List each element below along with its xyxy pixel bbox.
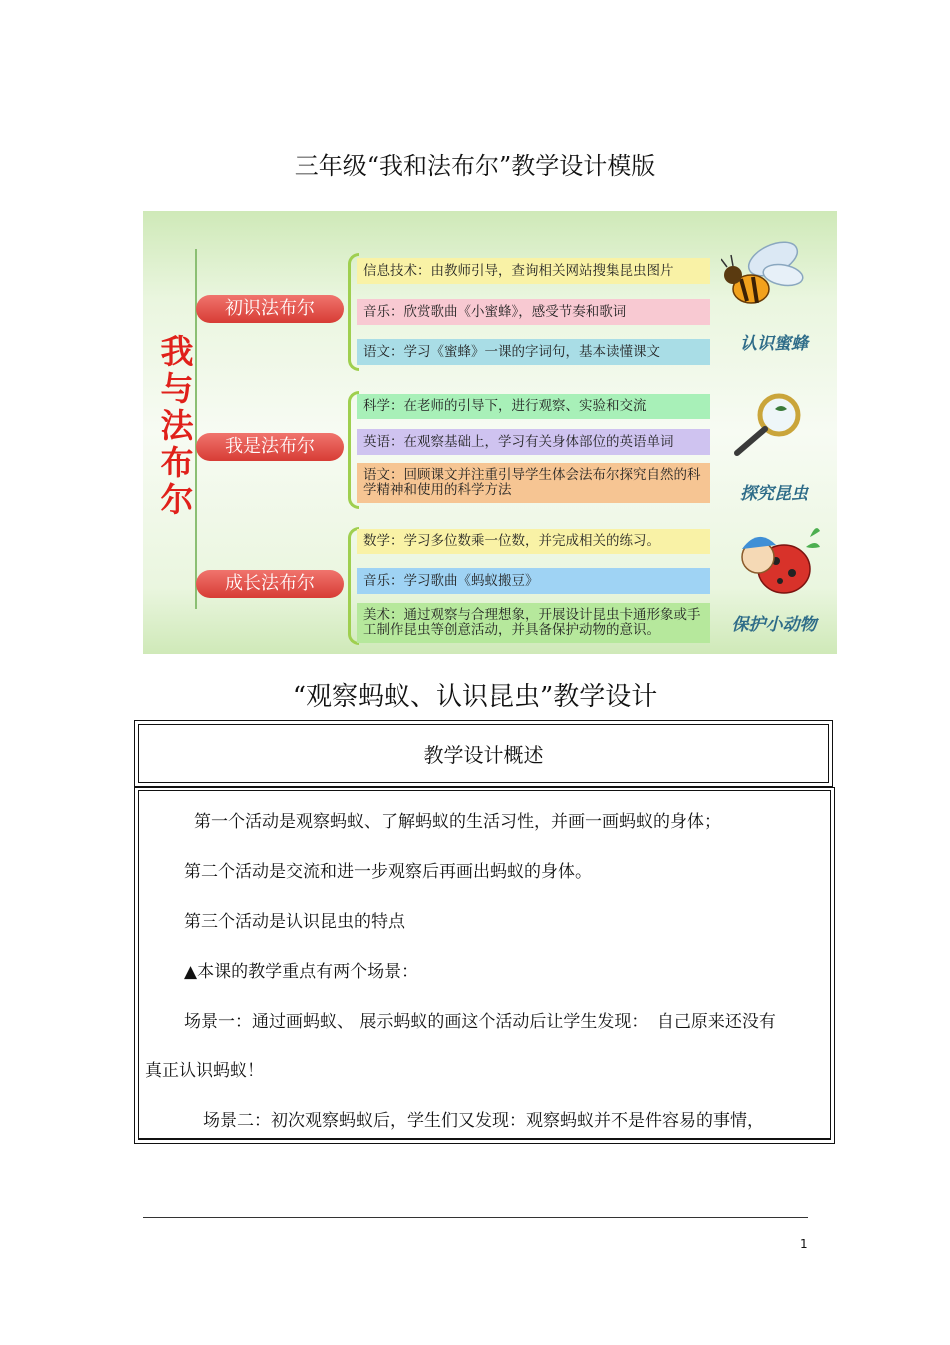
document-title: 三年级“我和法布尔”教学设计模版 xyxy=(294,152,656,180)
side-label-1: 认识蜜蜂 xyxy=(740,334,808,354)
bar-3-1: 数学：学习多位数乘一位数，并完成相关的练习。 xyxy=(357,529,710,554)
body-line-1: 第一个活动是观察蚂蚁、了解蚂蚁的生活习性，并画一画蚂蚁的身体； xyxy=(194,812,721,832)
table-body-inner xyxy=(138,790,831,1140)
body-line-3: 第三个活动是认识昆虫的特点 xyxy=(184,912,405,932)
bar-1-1: 信息技术：由教师引导，查询相关网站搜集昆虫图片 xyxy=(357,258,710,284)
body-line-5: 场景一：通过画蚂蚁、 展示蚂蚁的画这个活动后让学生发现： 自己原来还没有 xyxy=(184,1012,776,1032)
body-line-4: ▲本课的教学重点有两个场景： xyxy=(184,962,419,982)
pill-group-3: 成长法布尔 xyxy=(196,570,344,598)
bar-2-3: 语文：回顾课文并注重引导学生体会法布尔探究自然的科学精神和使用的科学方法 xyxy=(357,463,710,503)
bar-3-2: 音乐：学习歌曲《蚂蚁搬豆》 xyxy=(357,568,710,594)
body-line-6: 真正认识蚂蚁！ xyxy=(145,1061,264,1081)
section-title: “观察蚂蚁、认识昆虫”教学设计 xyxy=(292,682,658,712)
side-label-3: 保护小动物 xyxy=(731,615,817,635)
bar-1-3: 语文：学习《蜜蜂》一课的字词句，基本读懂课文 xyxy=(357,339,710,365)
body-line-7: 场景二：初次观察蚂蚁后，学生们又发现：观察蚂蚁并不是件容易的事情， xyxy=(203,1111,764,1131)
pill-group-2: 我是法布尔 xyxy=(196,433,344,461)
curriculum-banner xyxy=(143,211,837,654)
bar-2-1: 科学：在老师的引导下，进行观察、实验和交流 xyxy=(357,394,710,419)
bar-1-2: 音乐：欣赏歌曲《小蜜蜂》，感受节奏和歌词 xyxy=(357,299,710,325)
table-body-cell xyxy=(134,787,835,1144)
side-label-2: 探究昆虫 xyxy=(740,484,808,504)
magnifier-icon xyxy=(731,391,811,457)
ladybug-cartoon-icon xyxy=(726,517,826,601)
footer-rule xyxy=(143,1217,808,1218)
bar-2-2: 英语：在观察基础上，学习有关身体部位的英语单词 xyxy=(357,429,710,455)
banner-vertical-title: 我与法布尔 xyxy=(160,332,194,519)
table-header-text: 教学设计概述 xyxy=(138,724,829,783)
bee-icon xyxy=(721,237,811,317)
page-number: 1 xyxy=(800,1237,808,1251)
body-line-2: 第二个活动是交流和进一步观察后再画出蚂蚁的身体。 xyxy=(184,862,592,882)
table-header-cell xyxy=(134,720,833,787)
pill-group-1: 初识法布尔 xyxy=(196,295,344,323)
bar-3-3: 美术：通过观察与合理想象，开展设计昆虫卡通形象或手工制作昆虫等创意活动，并具备保护动物的意识。 xyxy=(357,603,710,643)
